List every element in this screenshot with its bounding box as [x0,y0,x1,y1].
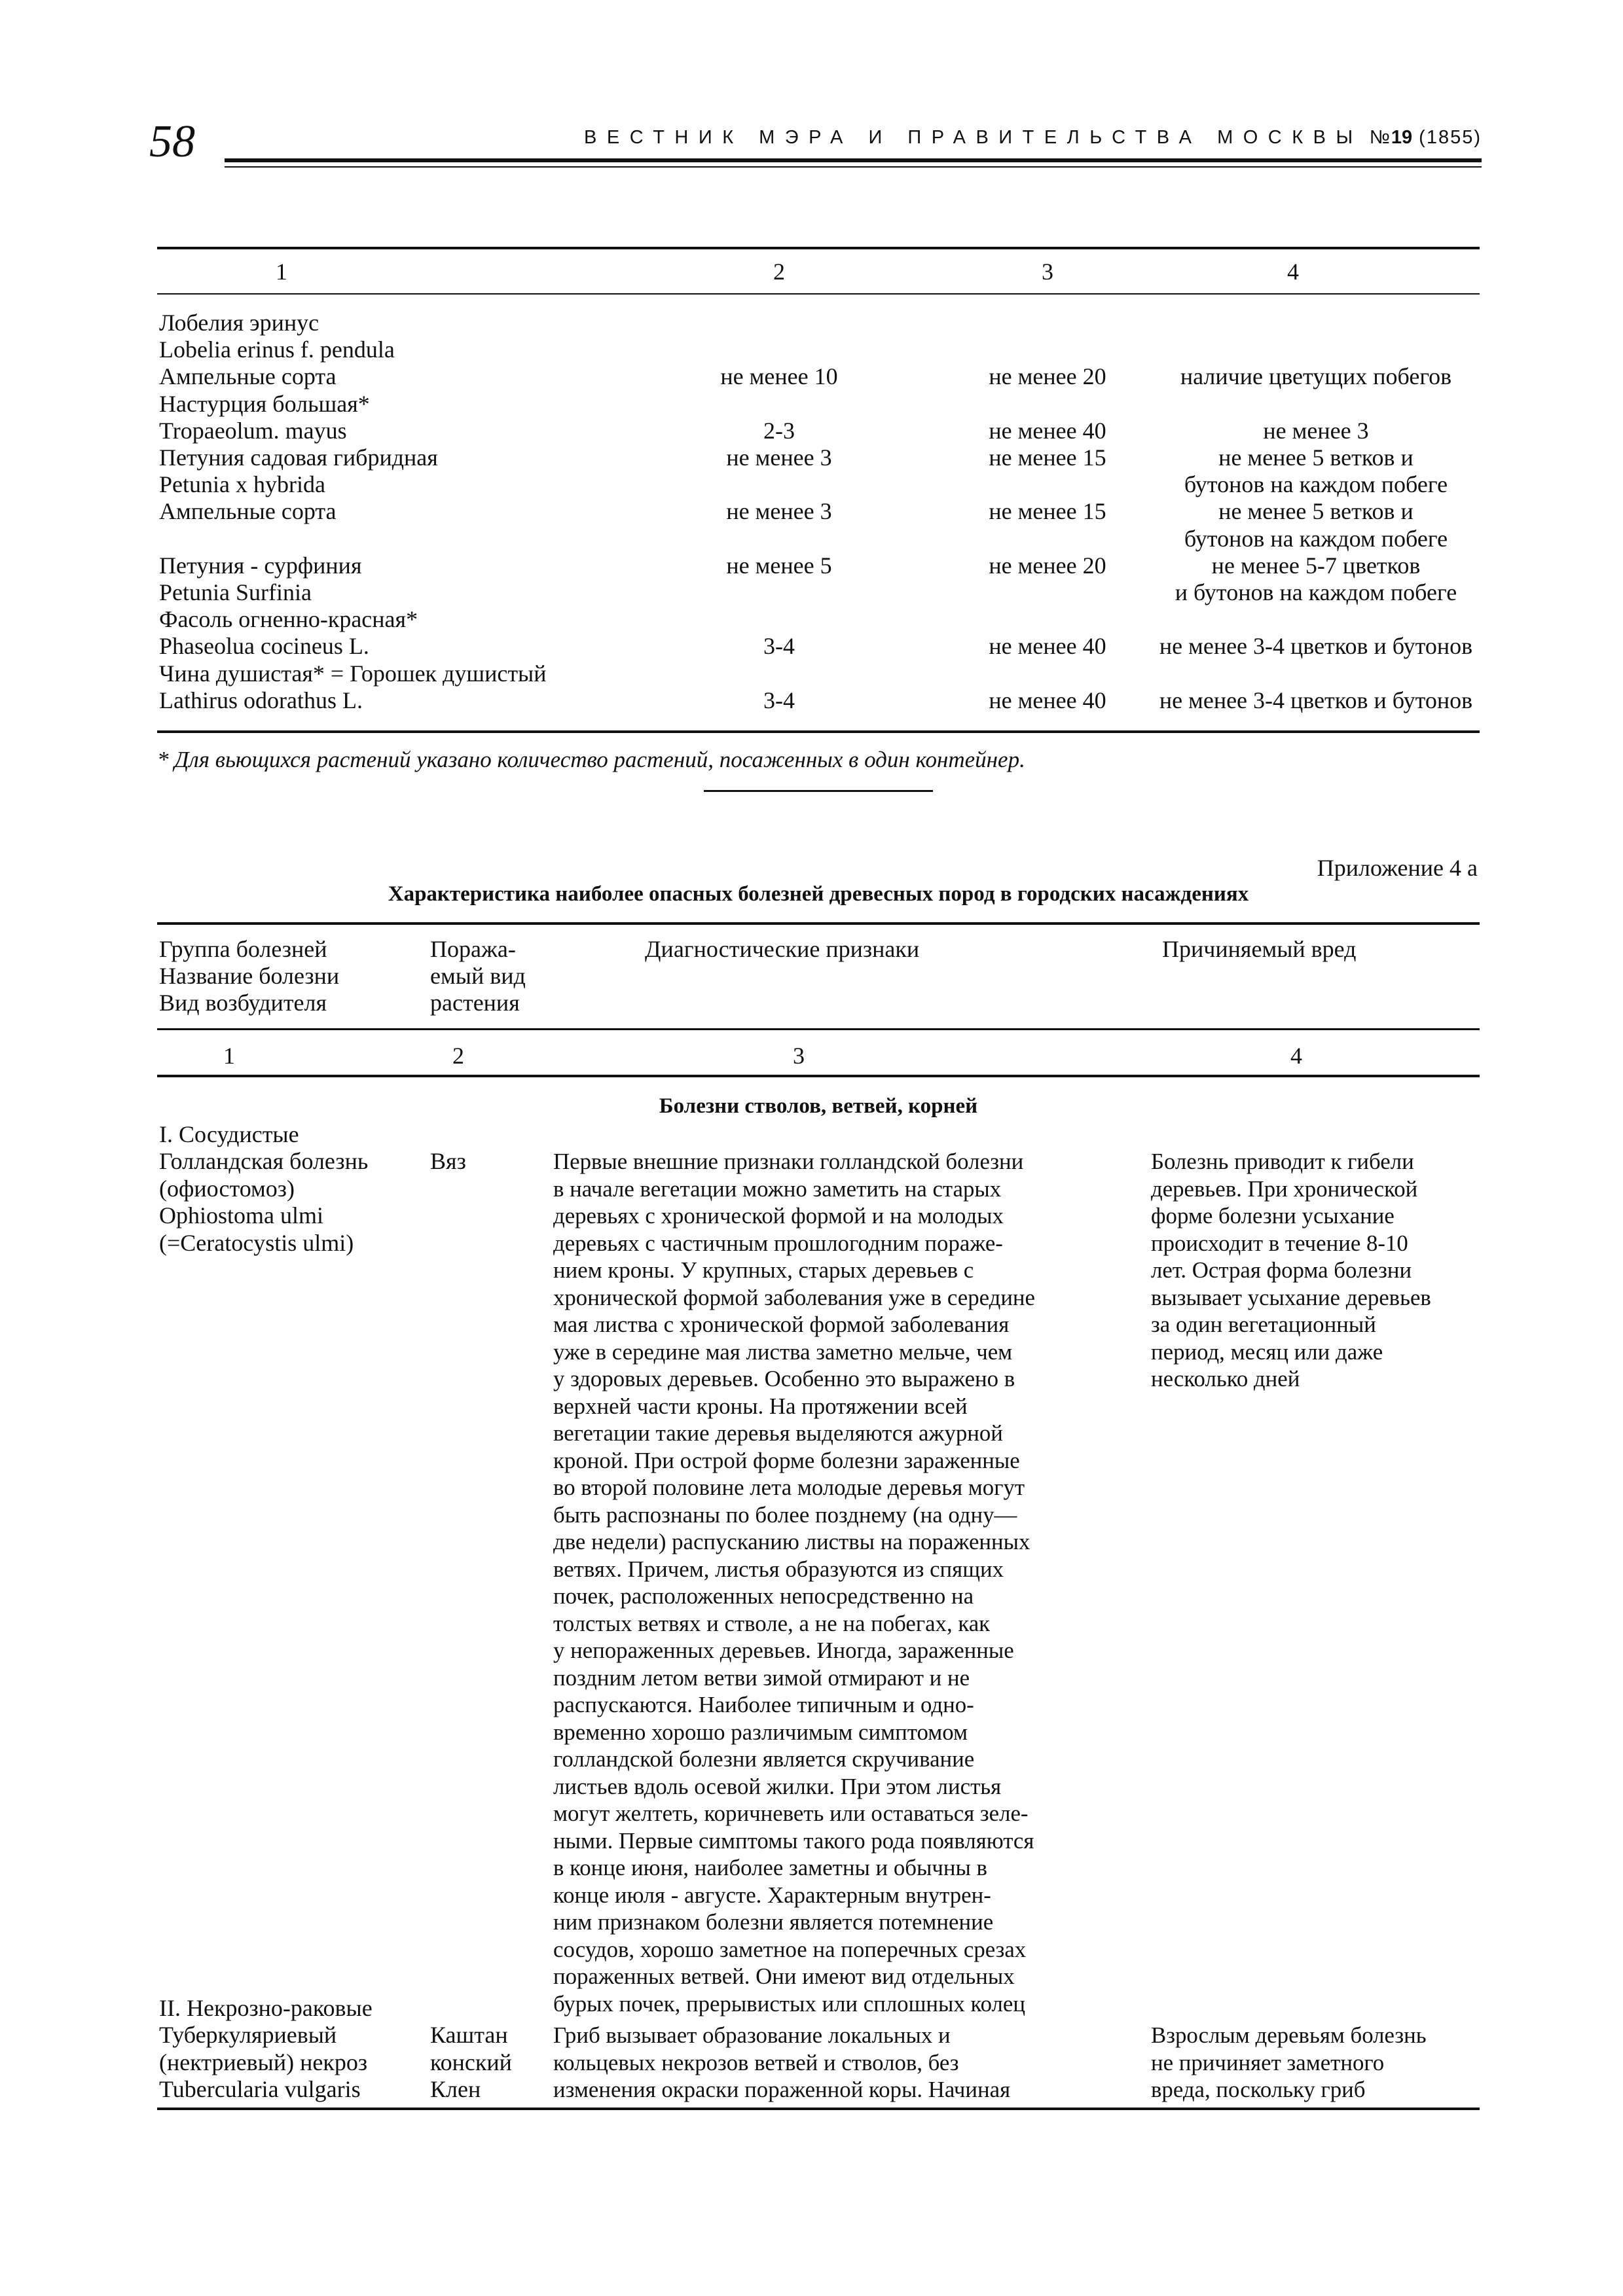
table-1-colnum-3: 3 [1042,259,1053,285]
table-1-header-rule [157,293,1480,295]
diagnostic-line: изменения окраски пораженной коры. Начиная [553,2077,1011,2102]
group-2-name: II. Некрозно-раковые [159,1995,373,2021]
diagnostic-line: бурых почек, прерывистых или сплошных колец [553,1990,1025,2017]
disease-name-line: (нектриевый) некроз [159,2049,368,2075]
t1-container-size-cell: не менее 15 [989,498,1106,525]
damage-line: за один вегетационный [1151,1312,1376,1337]
t1-container-size-cell: не менее 20 [989,552,1106,579]
t1-name-cell: Чина душистая* = Горошек душистый [159,660,547,687]
diagnostic-line: Первые внешние признаки голландской болезни [553,1149,1024,1174]
head-col2-line1: Поража- [430,936,516,962]
t1-container-size-cell: не менее 40 [989,633,1106,660]
t1-name-cell: Phaseolua cocineus L. [159,633,369,660]
diagnostic-line: конце июля - августе. Характерным внутрен- [553,1882,991,1908]
disease-name-line: Tubercularia vulgaris [159,2076,361,2102]
t1-name-cell: Петуния садовая гибридная [159,444,438,471]
damage-line: Взрослым деревьям болезнь [1151,2022,1427,2048]
disease-name-line: Голландская болезнь [159,1148,369,1174]
damage-line: Болезнь приводит к гибели [1151,1149,1414,1174]
disease-name-line: Ophiostoma ulmi [159,1202,323,1229]
t1-flowering-cell: не менее 3 [1263,417,1369,444]
diagnostic-line: во второй половине лета молодые деревья могут [553,1475,1025,1500]
t1-name-cell: Lathirus odorathus L. [159,687,363,713]
journal-title-line [584,127,1482,149]
diagnostic-line: поздним летом ветви зимой отмирают и не [553,1664,970,1691]
diagnostic-line: в начале вегетации можно заметить на старых [553,1175,1002,1202]
t1-name-cell: Ампельные сорта [159,363,337,390]
head-col2-line3: растения [430,990,520,1016]
diagnostic-line: листьев вдоль осевой жилки. При этом листья [553,1773,1002,1799]
table-1-bottom-rule [157,730,1480,733]
running-header [149,117,1482,170]
head-col1-line3: Вид возбудителя [159,990,327,1016]
appendix-colnum-1: 1 [223,1043,235,1069]
appendix-colnum-4: 4 [1290,1043,1302,1069]
diagnostic-line: толстых ветвях и стволе, а не на побегах, как [553,1610,991,1636]
t1-name-cell: Petunia x hybrida [159,471,325,498]
host-plant-line: Каштан [430,2022,508,2048]
t1-min-count-cell: не менее 5 [726,552,832,579]
host-plant-line: Клен [430,2076,481,2102]
diagnostic-line: ветвях. Причем, листья образуются из спящих [553,1556,1004,1582]
head-col1-line2: Название болезни [159,963,340,989]
damage-line: вреда, поскольку гриб [1151,2077,1366,2102]
damage-line: форме болезни усыхание [1151,1203,1395,1229]
host-plant-line: Вяз [430,1148,466,1174]
t1-flowering-cell: и бутонов на каждом побеге [1175,579,1457,605]
diagnostic-line: в конце июня, наиболее заметны и обычны в [553,1855,987,1880]
t1-flowering-cell: не менее 5 ветков и [1218,444,1413,471]
diagnostic-line: уже в середине мая листва заметно мельче, чем [553,1338,1013,1365]
diagnostic-line: Гриб вызывает образование локальных и [553,2022,951,2048]
t1-flowering-cell: бутонов на каждом побеге [1184,471,1448,498]
appendix-label: Приложение 4 а [1317,855,1478,881]
diagnostic-line: ним признаком болезни является потемнение [553,1909,994,1935]
head-col4: Причиняемый вред [1162,936,1357,962]
t1-min-count-cell: 3-4 [763,633,795,660]
t1-flowering-cell: не менее 3-4 цветков и бутонов [1159,633,1473,660]
diagnostic-line: почек, расположенных непосредственно на [553,1583,974,1609]
header-rule-thick [225,158,1482,162]
t1-container-size-cell: не менее 40 [989,417,1106,444]
appendix-numbers-rule [157,1075,1480,1077]
t1-name-cell: Фасоль огненно-красная* [159,606,418,633]
damage-line: период, месяц или даже [1151,1338,1383,1365]
diagnostic-line: хронической формой заболевания уже в середине [553,1284,1036,1310]
diagnostic-line: временно хорошо различимым симптомом [553,1719,968,1745]
t1-flowering-cell: не менее 3-4 цветков и бутонов [1159,687,1473,713]
appendix-title: Характеристика наиболее опасных болезней древесных пород в городских насаждениях [388,882,1249,906]
t1-flowering-cell: наличие цветущих побегов [1180,363,1452,390]
diagnostic-line: голландской болезни является скручивание [553,1746,975,1772]
damage-line: происходит в течение 8-10 [1151,1230,1408,1256]
diagnostic-line: могут желтеть, коричневеть или оставаться зеле- [553,1801,1029,1826]
diagnostic-line: две недели) распусканию листвы на пораженных [553,1529,1030,1554]
t1-min-count-cell: 3-4 [763,687,795,713]
t1-name-cell: Tropaeolum. mayus [159,417,347,444]
group-1-name: I. Сосудистые [159,1121,299,1147]
t1-min-count-cell: не менее 10 [720,363,838,390]
diagnostic-line: деревьях с хронической формой и на молодых [553,1203,1004,1229]
t1-container-size-cell: не менее 15 [989,444,1106,471]
journal-title: ВЕСТНИК МЭРА И ПРАВИТЕЛЬСТВА МОСКВЫ [584,127,1363,148]
diagnostic-line: кроной. При острой форме болезни зараженные [553,1447,1020,1473]
diagnostic-line: у непораженных деревьев. Иногда, зараженные [553,1638,1014,1663]
head-col3: Диагностические признаки [645,936,920,962]
t1-min-count-cell: 2-3 [763,417,795,444]
t1-container-size-cell: не менее 20 [989,363,1106,390]
table-1-colnum-1: 1 [276,259,287,285]
t1-name-cell: Petunia Surfinia [159,579,312,605]
diagnostic-line: у здоровых деревьев. Особенно это выражено в [553,1366,1015,1391]
t1-flowering-cell: не менее 5 ветков и [1218,498,1413,525]
table-1-colnum-2: 2 [773,259,785,285]
table-1-footnote: * Для вьющихся растений указано количество растений, посаженных в один контейнер. [157,747,1025,772]
diagnostic-line: пораженных ветвей. Они имеют вид отдельных [553,1964,1015,1989]
diagnostic-line: вегетации такие деревья выделяются ажурной [553,1420,1003,1446]
disease-name-line: (офиостомоз) [159,1175,295,1202]
head-col1-line1: Группа болезней [159,936,327,962]
diagnostic-line: ными. Первые симптомы такого рода появляются [553,1827,1034,1854]
diagnostic-line: нием кроны. У крупных, старых деревьев с [553,1257,974,1283]
diagnostic-line: мая листва с хронической формой заболевания [553,1312,1010,1337]
host-plant-line: конский [430,2049,512,2075]
diagnostic-line: кольцевых некрозов ветвей и стволов, без [553,2049,959,2075]
t1-name-cell: Петуния - сурфиния [159,552,362,579]
issue-year: (1855) [1419,127,1482,148]
issue-prefix: № [1369,127,1391,148]
t1-name-cell: Настурция большая* [159,390,370,417]
disease-name-line: Туберкуляриевый [159,2022,337,2048]
page-number: 58 [149,117,195,167]
diagnostic-line: быть распознаны по более позднему (на одну— [553,1501,1017,1528]
head-col2-line2: емый вид [430,963,526,989]
damage-line: вызывает усыхание деревьев [1151,1284,1431,1310]
section-title: Болезни стволов, ветвей, корней [659,1094,978,1118]
t1-flowering-cell: бутонов на каждом побеге [1184,525,1448,552]
disease-name-line: (=Ceratocystis ulmi) [159,1229,354,1256]
table-1-colnum-4: 4 [1287,259,1299,285]
t1-name-cell: Лобелия эринус [159,310,319,336]
t1-name-cell: Ампельные сорта [159,498,337,525]
diagnostic-line: верхней части кроны. На протяжении всей [553,1393,968,1419]
t1-name-cell: Lobelia erinus f. pendula [159,336,395,363]
appendix-colnum-3: 3 [793,1043,805,1069]
damage-line: лет. Острая форма болезни [1151,1257,1412,1283]
t1-container-size-cell: не менее 40 [989,687,1106,713]
damage-line: деревьев. При хронической [1151,1175,1418,1202]
t1-min-count-cell: не менее 3 [726,444,832,471]
table-1-top-rule [157,247,1480,249]
appendix-colnum-2: 2 [452,1043,464,1069]
diagnostic-line: распускаются. Наиболее типичным и одно- [553,1692,974,1717]
damage-line: не причиняет заметного [1151,2049,1385,2075]
appendix-table-top-rule [157,922,1480,925]
appendix-bottom-rule [157,2108,1480,2110]
appendix-header-rule [157,1028,1480,1030]
t1-min-count-cell: не менее 3 [726,498,832,525]
header-rule-thin [225,166,1482,168]
t1-flowering-cell: не менее 5-7 цветков [1211,552,1421,579]
diagnostic-line: деревьях с частичным прошлогодним пораже- [553,1230,1003,1256]
issue-number: 19 [1391,127,1413,148]
damage-line: несколько дней [1151,1366,1300,1391]
diagnostic-line: сосудов, хорошо заметное на поперечных срезах [553,1936,1027,1962]
separator-rule [704,790,933,792]
